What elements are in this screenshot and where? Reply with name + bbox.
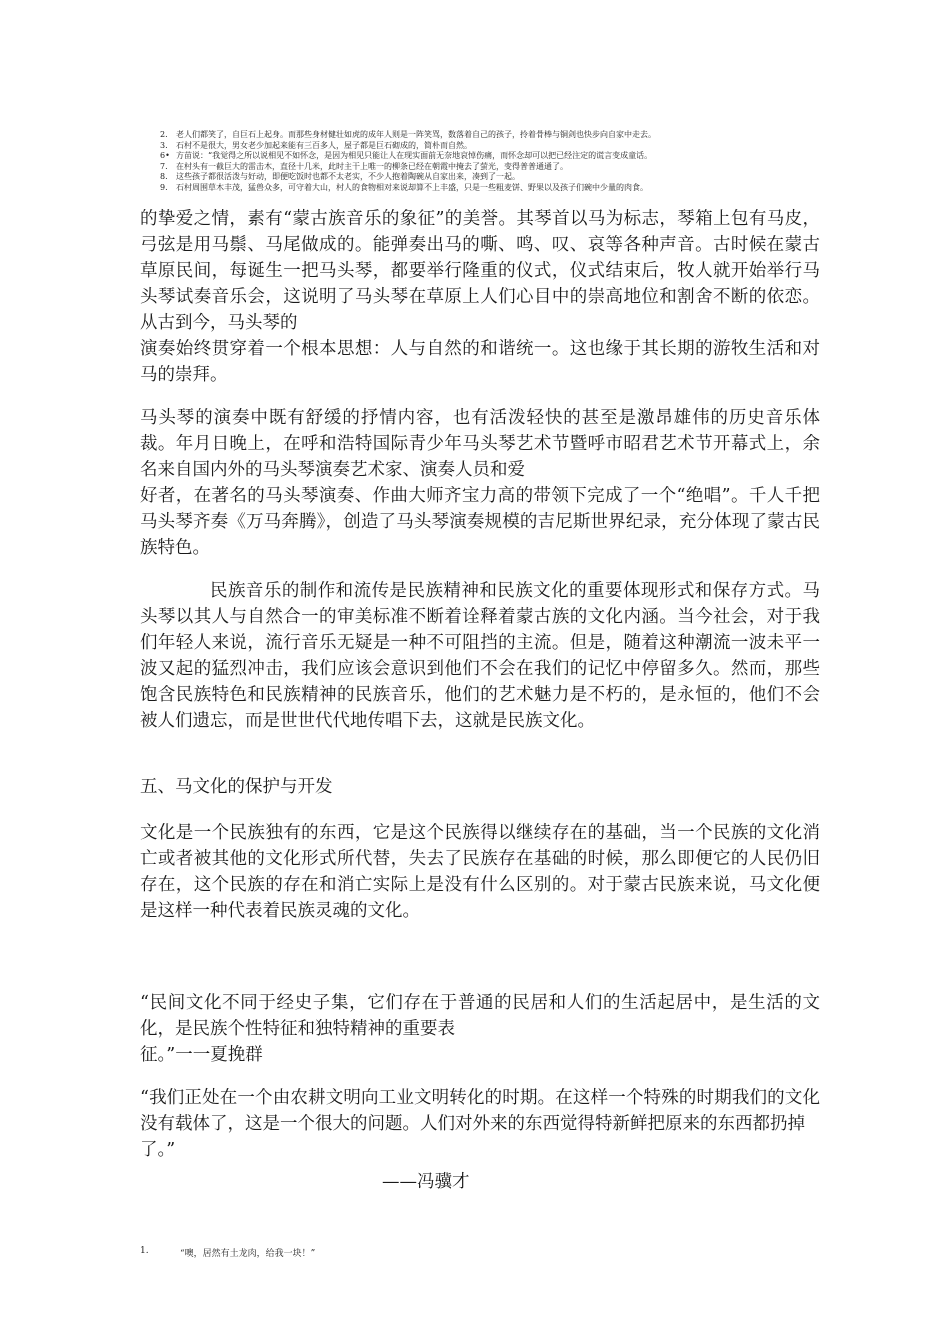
section-culture	[140, 820, 820, 924]
quote-text-continued: 了。”	[140, 1140, 176, 1160]
note-number: 9.	[160, 182, 168, 192]
body-paragraph: 民族音乐的制作和流传是民族精神和民族文化的重要体现形式和保存方式。马头琴以其人与自然合一的审美标准不断着诠释着蒙古族的文化内涵。当今社会，对于我们年轻人来说，流行音乐无疑是一种不可阻挡的主流。但是，随着这种潮流一波未平一波又起的猛烈冲击，我们应该会意识到他们不会在我们的记忆中停留多久。然而，那些饱含民族特色和民族精神的民族音乐，他们的艺术魅力是不朽的，是永恒的，他们不会被人们遗忘，而是世世代代地传唱下去，这就是民族文化。	[140, 581, 820, 731]
quote-attribution: ——冯骥才	[382, 1172, 470, 1192]
note-number: 6•	[160, 151, 170, 160]
section-matouqin-symbol	[140, 206, 820, 388]
note-text: 石村周围草木丰茂，猛兽众多，可守着大山，村人的食物相对来说却算不上丰盛，只是一些粗麦饼、野果以及孩子们碗中少量的肉食。	[176, 182, 648, 192]
body-paragraph-continued: 演奏始终贯穿着一个根本思想：人与自然的和谐统一。这也缘于其长期的游牧生活和对马的崇拜。	[140, 339, 820, 385]
note-number: 2.	[160, 130, 168, 139]
footnote-text: “噢，居然有土龙肉，给我一块！”	[180, 1249, 316, 1259]
footnote-number: 1.	[140, 1246, 149, 1256]
note-text: 方苗说：“我觉得之所以说相见不如怀念，是因为相见只能让人在现实面前无奈地哀悼伤痛，而怀念却可以把已经注定的谎言变成童话。	[176, 151, 653, 160]
note-number: 7.	[160, 161, 168, 171]
body-paragraph: 文化是一个民族独有的东西，它是这个民族得以继续存在的基础，当一个民族的文化消亡或者被其他的文化形式所代替，失去了民族存在基础的时候，那么即便它的人民仍旧存在，这个民族的存在和消亡实际上是没有什么区别的。对于蒙古民族来说，马文化便是这样一种代表着民族灵魂的文化。	[140, 823, 820, 921]
note-item	[160, 172, 820, 183]
note-text: 老人们都笑了，自巨石上起身。而那些身材健壮如虎的成年人则是一阵笑骂，数落着自己的孩子，拎着骨棒与铜剑也快步向自家中走去。	[176, 130, 656, 139]
quote-text: “我们正处在一个由农耕文明向工业文明转化的时期。在这样一个特殊的时期我们的文化没有载体了，这是一个很大的问题。人们对外来的东西觉得特新鲜把原来的东西都扔掉	[140, 1088, 820, 1134]
quote-feng	[140, 1085, 820, 1195]
body-paragraph: 马头琴的演奏中既有舒缓的抒情内容，也有活泼轻快的甚至是激昂雄伟的历史音乐体裁。年月日晚上，在呼和浩特国际青少年马头琴艺术节暨呼市昭君艺术节开幕式上，余名来自国内外的马头琴演奏艺术家、演奏人员和爱	[140, 408, 820, 480]
note-number: 3.	[160, 140, 168, 150]
body-paragraph-continued: 好者，在著名的马头琴演奏、作曲大师齐宝力高的带领下完成了一个“绝唱”。千人千把马头琴齐奏《万马奔腾》，创造了马头琴演奏规模的吉尼斯世界纪录，充分体现了蒙古民族特色。	[140, 486, 820, 558]
section-heading: 五、马文化的保护与开发	[140, 777, 333, 797]
note-item	[160, 151, 820, 162]
note-item	[160, 141, 820, 152]
quote-xia	[140, 990, 820, 1068]
section-matouqin-performance	[140, 405, 820, 561]
section-heading-wrapper	[140, 774, 820, 800]
note-text: 在村头有一截巨大的雷击木，直径十几米，此时主干上唯一的柳条已经在朝霞中掩去了萤光，变得普普通通了。	[176, 161, 568, 171]
note-item	[160, 183, 820, 194]
reference-notes	[160, 130, 820, 193]
note-number: 8.	[160, 172, 168, 181]
note-item	[160, 130, 820, 141]
section-ethnic-music	[140, 578, 820, 734]
note-text: 这些孩子都很活泼与好动，即便吃饭时也都不太老实，不少人抱着陶碗从自家出来，凑到了一起。	[176, 172, 520, 181]
footnote	[140, 1246, 315, 1259]
quote-text: “民间文化不同于经史子集，它们存在于普通的民居和人们的生活起居中，是生活的文化，是民族个性特征和独特精神的重要表	[140, 993, 820, 1039]
quote-text-continued: 征。”一一夏挽群	[140, 1045, 263, 1065]
note-text: 石村不是很大，男女老少加起来能有三百多人，屋子都是巨石砌成的，简朴而自然。	[176, 140, 472, 150]
body-paragraph: 的挚爱之情，素有“蒙古族音乐的象征”的美誉。其琴首以马为标志，琴箱上包有马皮，弓弦是用马鬃、马尾做成的。能弹奏出马的嘶、鸣、叹、哀等各种声音。古时候在蒙古草原民间，每诞生一把马头琴，都要举行隆重的仪式，仪式结束后，牧人就开始举行马头琴试奏音乐会，这说明了马头琴在草原上人们心目中的崇高地位和割舍不断的依恋。从古到今，马头琴的	[140, 209, 820, 333]
note-item	[160, 162, 820, 173]
